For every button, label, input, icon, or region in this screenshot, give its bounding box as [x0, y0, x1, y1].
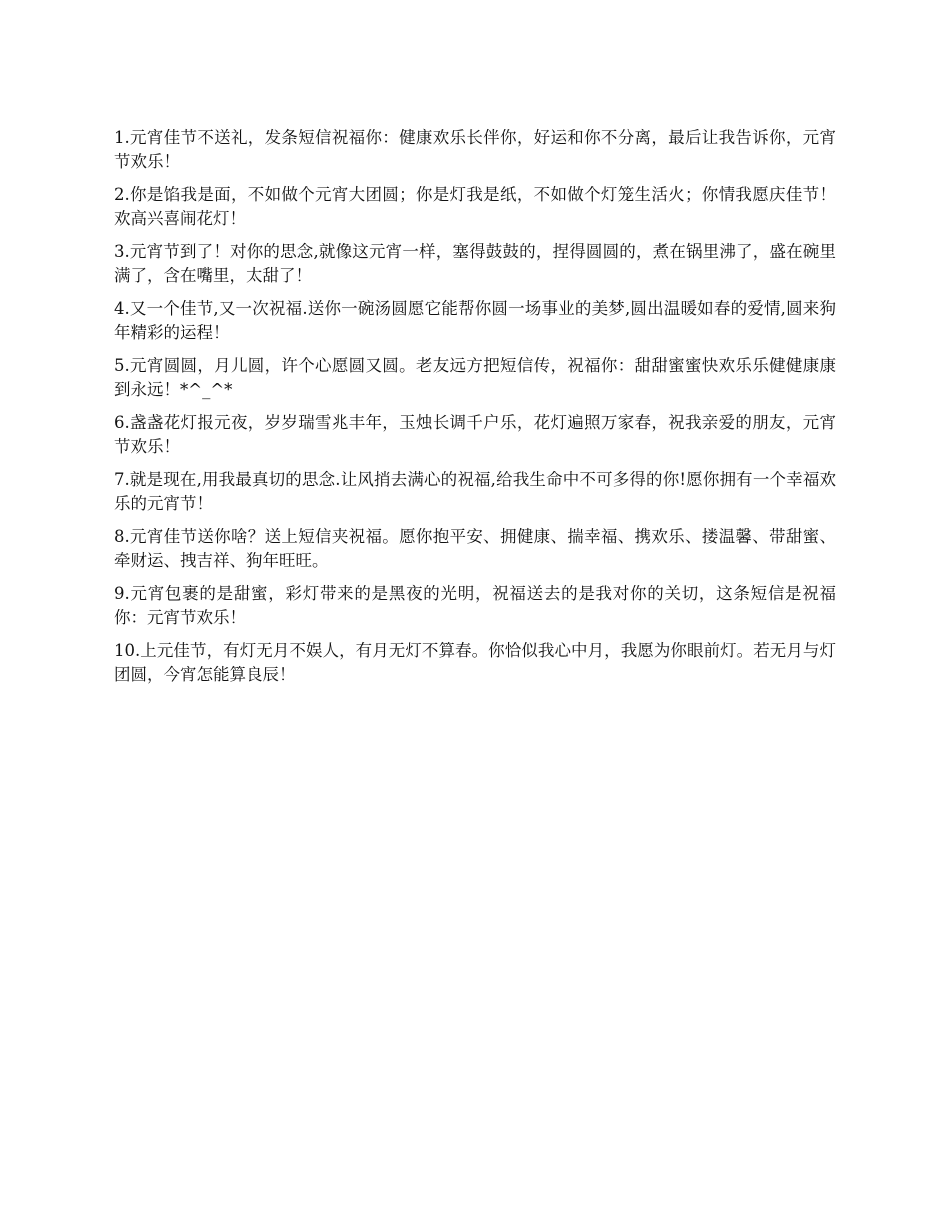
paragraph-2: 2.你是馅我是面，不如做个元宵大团圆；你是灯我是纸，不如做个灯笼生活火；你情我愿庆佳节！欢高兴喜闹花灯！ [114, 185, 836, 228]
paragraph-3: 3.元宵节到了！对你的思念,就像这元宵一样，塞得鼓鼓的，捏得圆圆的，煮在锅里沸了，盛在碗里满了，含在嘴里，太甜了！ [114, 242, 836, 285]
paragraph-7: 7.就是现在,用我最真切的思念.让风捎去满心的祝福,给我生命中不可多得的你!愿你拥有一个幸福欢乐的元宵节！ [114, 470, 836, 513]
paragraph-10: 10.上元佳节，有灯无月不娱人，有月无灯不算春。你恰似我心中月，我愿为你眼前灯。若无月与灯团圆，今宵怎能算良辰！ [114, 641, 836, 684]
paragraph-8: 8.元宵佳节送你啥？送上短信夹祝福。愿你抱平安、拥健康、揣幸福、携欢乐、搂温馨、带甜蜜、牵财运、拽吉祥、狗年旺旺。 [114, 527, 836, 570]
paragraph-4: 4.又一个佳节,又一次祝福.送你一碗汤圆愿它能帮你圆一场事业的美梦,圆出温暖如春的爱情,圆来狗年精彩的运程！ [114, 299, 836, 342]
paragraph-6: 6.盏盏花灯报元夜，岁岁瑞雪兆丰年，玉烛长调千户乐，花灯遍照万家春，祝我亲爱的朋友，元宵节欢乐！ [114, 413, 836, 456]
paragraph-9: 9.元宵包裹的是甜蜜，彩灯带来的是黑夜的光明，祝福送去的是我对你的关切，这条短信是祝福你：元宵节欢乐！ [114, 584, 836, 627]
document-body [114, 126, 836, 696]
paragraph-1: 1.元宵佳节不送礼，发条短信祝福你：健康欢乐长伴你，好运和你不分离，最后让我告诉你，元宵节欢乐！ [114, 128, 836, 171]
paragraph-5: 5.元宵圆圆，月儿圆，许个心愿圆又圆。老友远方把短信传，祝福你：甜甜蜜蜜快欢乐乐健健康康到永远！*^_^* [114, 356, 836, 399]
